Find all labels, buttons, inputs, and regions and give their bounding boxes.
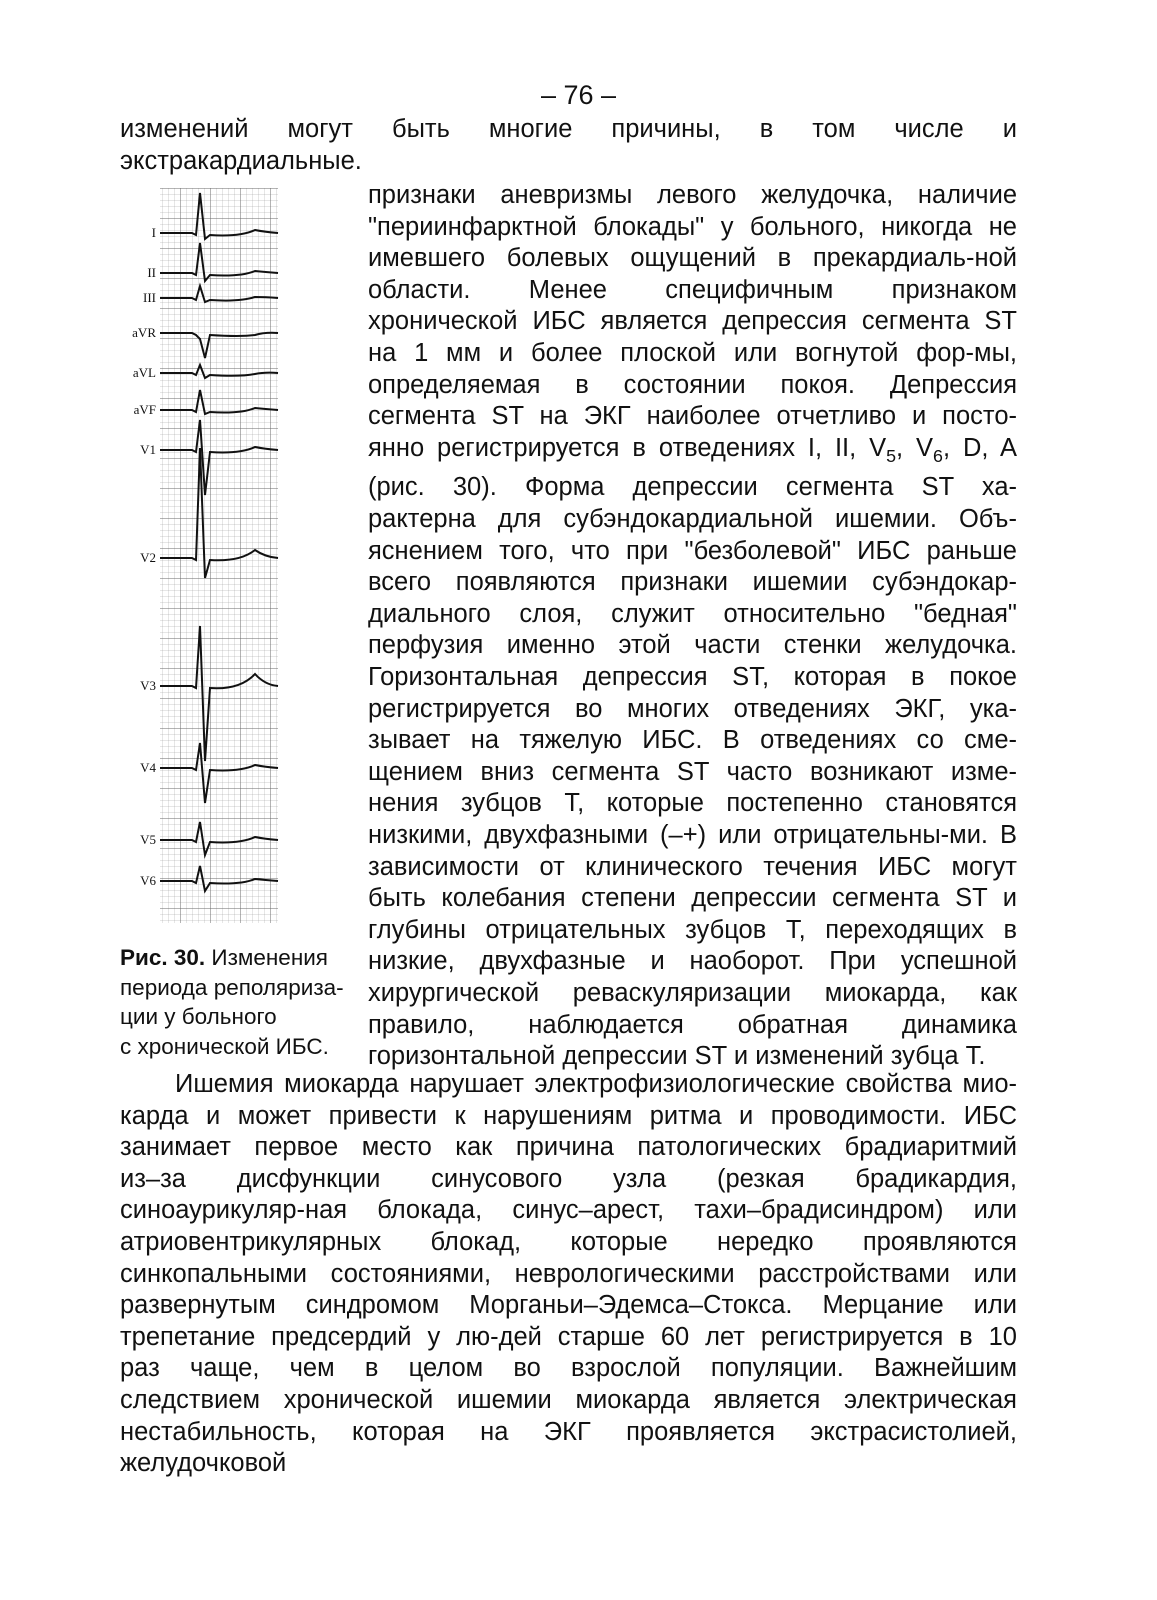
text-line: Ишемия миокарда нарушает электрофизиологические свойства мио- <box>175 1070 1017 1098</box>
text-line: нения зубцов Т, которые постепенно становятся <box>368 789 1017 818</box>
text-line: зависимости от клинического течения ИБС могут <box>368 852 1017 881</box>
text-line: имевшего болевых ощущений в прекардиаль-ной <box>368 244 1017 273</box>
right-column-text <box>368 180 1017 1073</box>
caption-line: ции у больного <box>120 1004 277 1029</box>
text-line: яснением того, что при "безболевой" ИБС раньше <box>368 536 1017 565</box>
text-line: сегмента ST на ЭКГ наиболее отчетливо и посто- <box>368 402 1017 431</box>
text-line: синкопальными состояниями, неврологическими расстройствами или <box>120 1259 1017 1288</box>
text-line: всего появляются признаки ишемии субэндокар- <box>368 568 1017 597</box>
text-line: области. Менее специфичным признаком <box>368 275 1017 304</box>
text-line: раз чаще, чем в целом во взрослой популяции. Важнейшим <box>120 1354 1017 1383</box>
ecg-lead-label: V2 <box>140 550 156 565</box>
text-line: карда и может привести к нарушениям ритма и проводимости. ИБС <box>120 1101 1017 1130</box>
text-line: рактерна для субэндокардиальной ишемии. Объ- <box>368 505 1017 534</box>
text-line: щением вниз сегмента ST часто возникают изме- <box>368 757 1017 786</box>
text-line: хронической ИБС является депрессия сегмента ST <box>368 307 1017 336</box>
ecg-figure <box>120 188 350 923</box>
text-line: трепетание предсердий у лю-дей старше 60 лет регистрируется в 10 <box>120 1322 1017 1351</box>
text-line: желудочковой <box>120 1449 287 1478</box>
text-line: занимает первое место как причина патологических брадиаритмий <box>120 1133 1017 1162</box>
text-line: янно регистрируется в отведениях I, II, $V_5$, $V_6$, D, A <box>368 433 1017 466</box>
caption-label: Рис. 30. <box>120 945 206 970</box>
text-line: "периинфарктной блокады" у больного, никогда не <box>368 212 1017 241</box>
text-line: синоаурикуляр-ная блокада, синус–арест, тахи–брадисиндром) или <box>120 1196 1017 1225</box>
text-line: низкими, двухфазными (–+) или отрицательны-ми. В <box>368 820 1017 849</box>
text-line: хирургической реваскуляризации миокарда, как <box>368 978 1017 1007</box>
figure-caption <box>120 943 355 1061</box>
page-number: – 76 – <box>540 80 617 110</box>
ecg-tracings <box>120 188 350 923</box>
text-line: на 1 мм и более плоской или вогнутой фор-мы, <box>368 338 1017 367</box>
caption-line: с хронической ИБС. <box>120 1033 329 1059</box>
ecg-lead-label: V5 <box>140 832 156 847</box>
ecg-lead-label: I <box>151 225 156 240</box>
text-line: признаки аневризмы левого желудочка, наличие <box>368 181 1017 209</box>
text-line: атриовентрикулярных блокад, которые нередко проявляются <box>120 1227 1017 1256</box>
ecg-lead-label: III <box>143 290 156 305</box>
text-line: глубины отрицательных зубцов Т, переходящих в <box>368 915 1017 944</box>
text-line: нестабильность, которая на ЭКГ проявляется экстрасистолией, <box>120 1417 1017 1446</box>
ecg-lead-label: V4 <box>140 760 156 775</box>
text-line: зывает на тяжелую ИБС. В отведениях со сме- <box>368 726 1017 755</box>
ecg-lead-label: aVF <box>133 402 156 417</box>
text-line: горизонтальной депрессии ST и изменений зубца Т. <box>368 1042 986 1071</box>
text-line: следствием хронической ишемии миокарда является электрическая <box>120 1385 1017 1414</box>
ecg-lead-label: V6 <box>140 873 156 888</box>
bottom-text <box>120 1069 1017 1480</box>
ecg-lead-labels <box>132 225 156 888</box>
text-line: правило, наблюдается обратная динамика <box>368 1010 1017 1039</box>
text-line: из–за дисфункции синусового узла (резкая брадикардия, <box>120 1164 1017 1193</box>
text-line: диального слоя, служит относительно "бедная" <box>368 599 1017 628</box>
ecg-lead-label: aVR <box>132 325 156 340</box>
text-line: Горизонтальная депрессия ST, которая в покое <box>368 663 1017 691</box>
text-line: быть колебания степени депрессии сегмента ST и <box>368 884 1017 913</box>
ecg-lead-label: II <box>147 265 156 280</box>
ecg-lead-label: V1 <box>140 442 156 457</box>
ecg-lead-label: aVL <box>132 365 156 380</box>
text-line: изменений могут быть многие причины, в том числе и <box>120 115 1017 143</box>
text-line: (рис. 30). Форма депрессии сегмента ST ха- <box>368 473 1017 502</box>
text-line: перфузия именно этой части стенки желудочка. <box>368 631 1017 660</box>
text-line: экстракардиальные. <box>120 147 362 175</box>
caption-line: периода реполяриза- <box>120 974 344 1000</box>
intro-text <box>120 113 1017 177</box>
text-line: развернутым синдромом Морганьи–Эдемса–Стокса. Мерцание или <box>120 1291 1017 1320</box>
text-line: определяемая в состоянии покоя. Депрессия <box>368 370 1017 399</box>
text-line: низкие, двухфазные и наоборот. При успешной <box>368 947 1017 976</box>
caption-line: Изменения <box>211 945 328 970</box>
ecg-lead-label: V3 <box>140 678 156 693</box>
text-line: регистрируется во многих отведениях ЭКГ, ука- <box>368 694 1017 723</box>
